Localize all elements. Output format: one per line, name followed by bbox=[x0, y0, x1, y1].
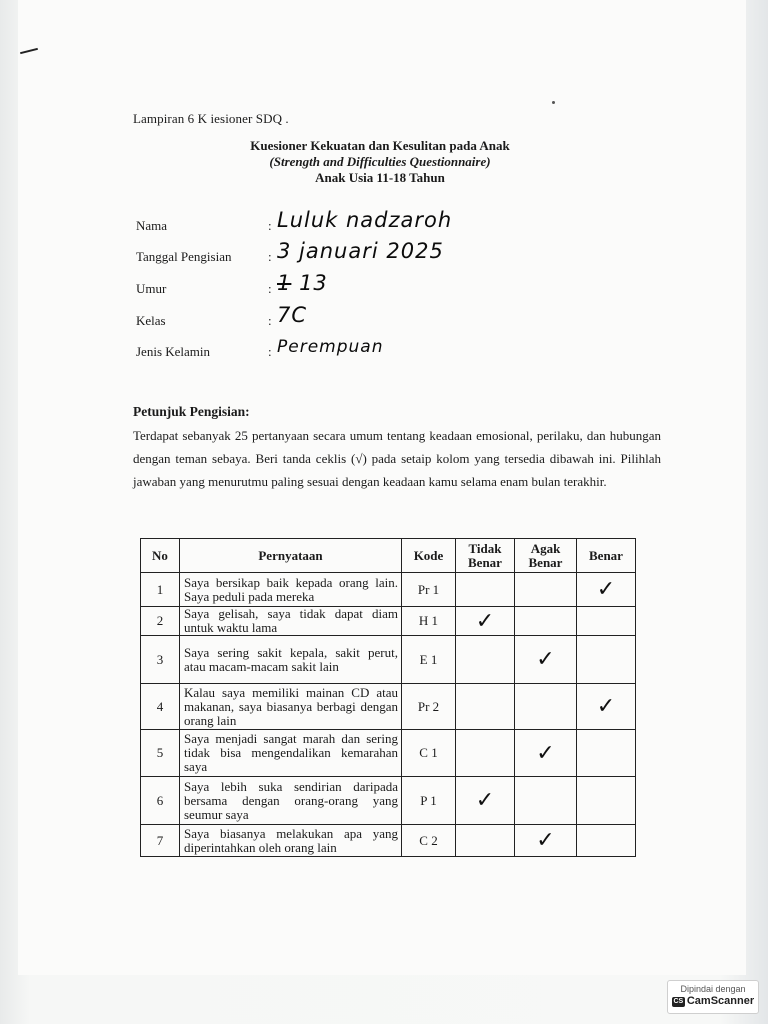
answer-cell-agak-benar bbox=[515, 730, 577, 777]
row-number: 6 bbox=[141, 777, 180, 825]
row-statement: Saya menjadi sangat marah dan sering tidak bisa mengendalikan kemarahan saya bbox=[180, 730, 402, 777]
row-code: H 1 bbox=[402, 607, 456, 636]
answer-cell-tidak-benar bbox=[456, 684, 515, 730]
check-mark-icon: ✓ bbox=[475, 788, 495, 813]
answer-cell-benar bbox=[577, 636, 636, 684]
field-value-text: 13 bbox=[299, 271, 328, 295]
table-body bbox=[141, 573, 636, 857]
table-row bbox=[141, 636, 636, 684]
answer-cell-benar bbox=[577, 777, 636, 825]
row-number: 5 bbox=[141, 730, 180, 777]
field-colon: : bbox=[268, 313, 272, 328]
row-statement: Saya gelisah, saya tidak dapat diam untuk waktu lama bbox=[180, 607, 402, 636]
camscanner-watermark bbox=[667, 980, 759, 1014]
row-number: 4 bbox=[141, 684, 180, 730]
row-code: Pr 1 bbox=[402, 573, 456, 607]
answer-cell-benar bbox=[577, 730, 636, 777]
header-pernyataan: Pernyataan bbox=[180, 539, 402, 573]
row-statement: Saya biasanya melakukan apa yang diperintahkan oleh orang lain bbox=[180, 825, 402, 857]
answer-cell-agak-benar bbox=[515, 607, 577, 636]
field-label: Kelas bbox=[136, 313, 166, 328]
header-tidak-benar: Tidak Benar bbox=[456, 539, 515, 573]
table-row bbox=[141, 730, 636, 777]
table-row bbox=[141, 573, 636, 607]
row-number: 2 bbox=[141, 607, 180, 636]
answer-cell-agak-benar bbox=[515, 684, 577, 730]
answer-cell-tidak-benar bbox=[456, 777, 515, 825]
instructions-heading: Petunjuk Pengisian: bbox=[133, 404, 250, 419]
answer-cell-benar bbox=[577, 607, 636, 636]
header-kode: Kode bbox=[402, 539, 456, 573]
answer-cell-tidak-benar bbox=[456, 607, 515, 636]
field-value-handwritten: Luluk nadzaroh bbox=[277, 208, 453, 232]
attachment-label: Lampiran 6 K iesioner SDQ . bbox=[133, 111, 289, 126]
row-statement: Saya sering sakit kepala, sakit perut, atau macam-macam sakit lain bbox=[180, 636, 402, 684]
answer-cell-agak-benar bbox=[515, 825, 577, 857]
title-line-2: (Strength and Difficulties Questionnaire) bbox=[269, 154, 491, 169]
answer-cell-benar bbox=[577, 684, 636, 730]
field-label: Jenis Kelamin bbox=[136, 344, 211, 359]
answer-cell-tidak-benar bbox=[456, 730, 515, 777]
field-label: Nama bbox=[136, 218, 168, 233]
field-colon: : bbox=[268, 249, 272, 264]
ink-dot bbox=[552, 101, 555, 104]
field-colon: : bbox=[268, 344, 272, 359]
field-label: Umur bbox=[136, 281, 167, 296]
camscanner-logo-icon: CS bbox=[673, 998, 684, 1005]
table-row bbox=[141, 777, 636, 825]
row-code: C 1 bbox=[402, 730, 456, 777]
row-number: 7 bbox=[141, 825, 180, 857]
watermark-caption: Dipindai dengan bbox=[680, 984, 746, 994]
header-agak-benar: Agak Benar bbox=[515, 539, 577, 573]
header-no: No bbox=[141, 539, 180, 573]
row-statement: Kalau saya memiliki mainan CD atau makanan, saya biasanya berbagi dengan orang lain bbox=[180, 684, 402, 730]
questionnaire-table bbox=[140, 538, 636, 857]
row-statement: Saya bersikap baik kepada orang lain. Saya peduli pada mereka bbox=[180, 573, 402, 607]
row-code: C 2 bbox=[402, 825, 456, 857]
row-statement: Saya lebih suka sendirian daripada bersama dengan orang-orang yang seumur saya bbox=[180, 777, 402, 825]
check-mark-icon: ✓ bbox=[475, 608, 495, 634]
answer-cell-agak-benar bbox=[515, 777, 577, 825]
answer-cell-agak-benar bbox=[515, 573, 577, 607]
answer-cell-tidak-benar bbox=[456, 573, 515, 607]
table-row bbox=[141, 825, 636, 857]
answer-cell-agak-benar bbox=[515, 636, 577, 684]
answer-cell-benar bbox=[577, 825, 636, 857]
field-value-handwritten bbox=[277, 271, 328, 295]
table-header-row bbox=[141, 539, 636, 573]
title-line-3: Anak Usia 11-18 Tahun bbox=[315, 170, 445, 185]
field-value-handwritten: Perempuan bbox=[277, 337, 384, 357]
answer-cell-tidak-benar bbox=[456, 825, 515, 857]
row-code: P 1 bbox=[402, 777, 456, 825]
watermark-brand-name: CamScanner bbox=[686, 995, 755, 1007]
field-colon: : bbox=[268, 281, 272, 296]
field-value-handwritten: 7C bbox=[277, 303, 308, 327]
answer-cell-benar bbox=[577, 573, 636, 607]
row-code: Pr 2 bbox=[402, 684, 456, 730]
row-number: 1 bbox=[141, 573, 180, 607]
check-mark-icon: ✓ bbox=[536, 740, 555, 766]
check-mark-icon: ✓ bbox=[596, 694, 616, 719]
document-title bbox=[230, 138, 530, 186]
check-mark-icon: ✓ bbox=[536, 828, 555, 853]
row-number: 3 bbox=[141, 636, 180, 684]
field-value-handwritten: 3 januari 2025 bbox=[277, 239, 444, 263]
check-mark-icon: ✓ bbox=[536, 647, 555, 672]
field-label: Tanggal Pengisian bbox=[136, 249, 232, 264]
table-row bbox=[141, 607, 636, 636]
header-benar: Benar bbox=[577, 539, 636, 573]
table-row bbox=[141, 684, 636, 730]
instructions-text: Terdapat sebanyak 25 pertanyaan secara umum tentang keadaan emosional, perilaku, dan hubungan dengan teman sebaya. Beri tanda ceklis (√) pada setaip kolom yang tersedia dibawah ini. Pilihlah jawaban yang menurutmu paling sesuai dengan keadaan kamu selama enam bulan terakhir. bbox=[133, 428, 661, 489]
title-line-1: Kuesioner Kekuatan dan Kesulitan pada Anak bbox=[250, 138, 510, 153]
crossed-out-digit: 1 bbox=[277, 271, 292, 295]
field-colon: : bbox=[268, 218, 272, 233]
check-mark-icon: ✓ bbox=[596, 577, 616, 602]
watermark-brand bbox=[668, 995, 758, 1007]
answer-cell-tidak-benar bbox=[456, 636, 515, 684]
row-code: E 1 bbox=[402, 636, 456, 684]
